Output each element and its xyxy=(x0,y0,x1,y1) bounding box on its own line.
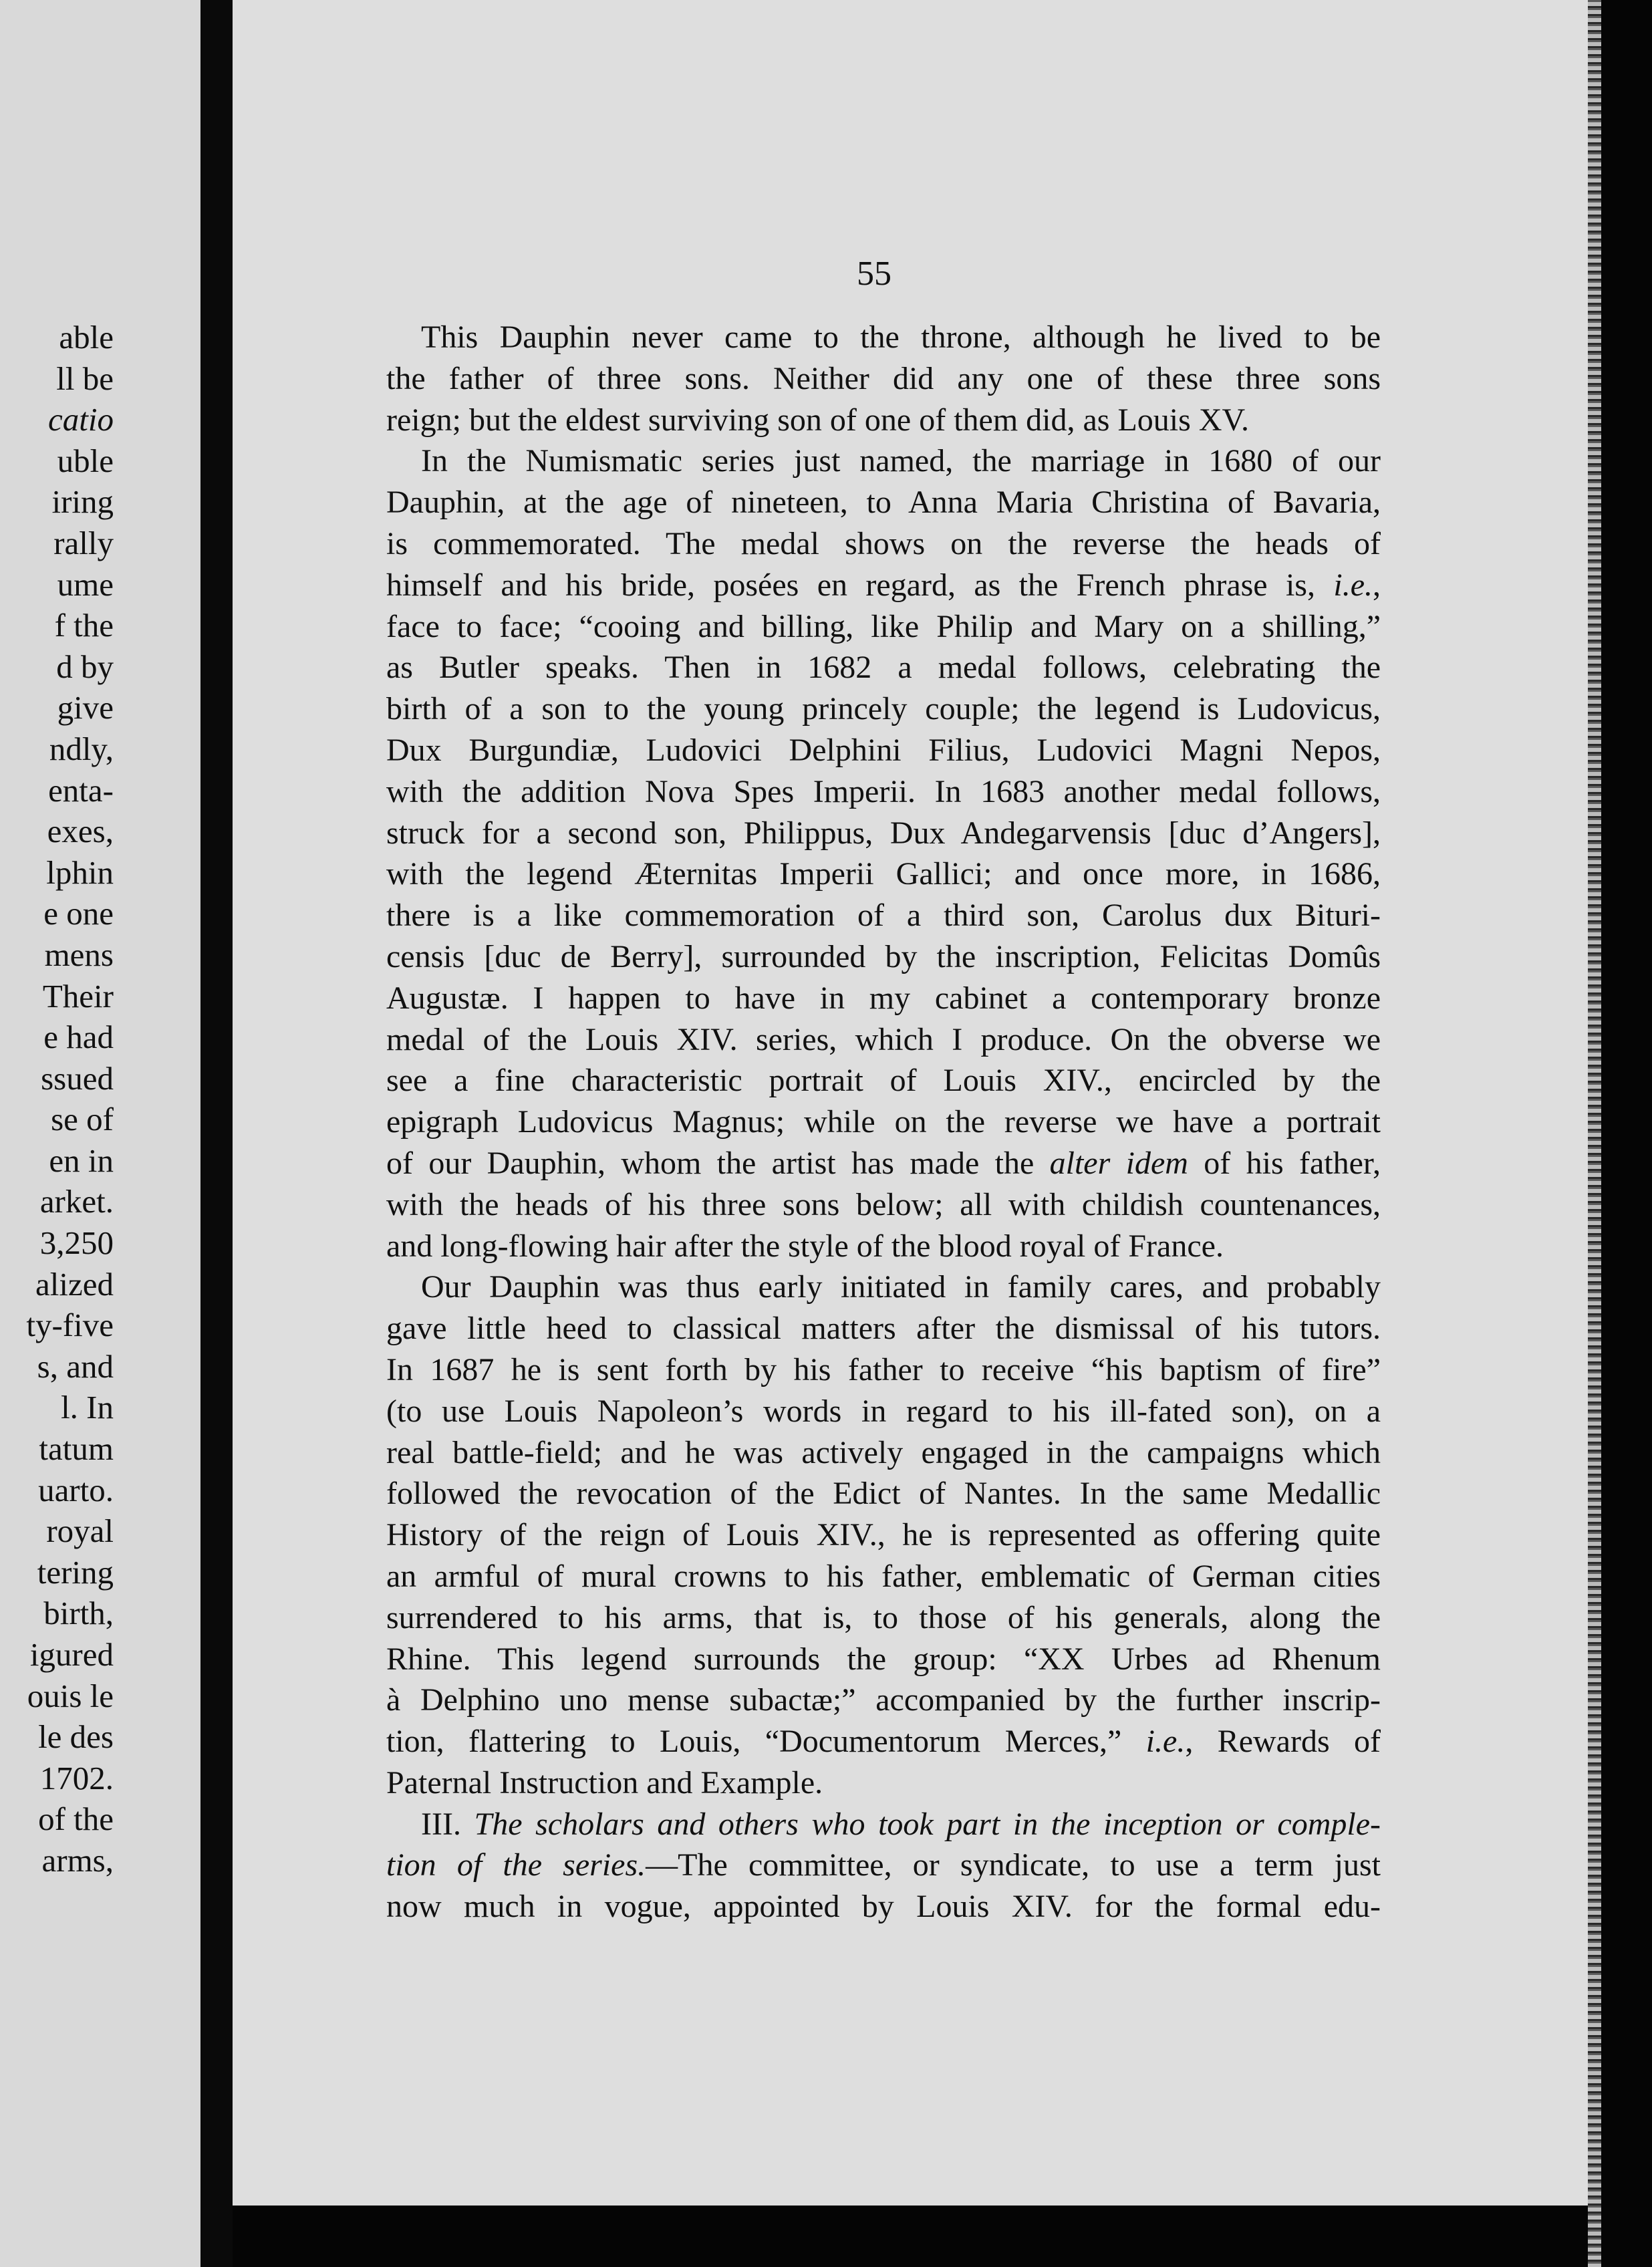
facing-line: enta- xyxy=(48,771,114,809)
line-text: see a fine characteristic portrait of Louis XIV., encircled by the xyxy=(386,1063,1381,1099)
text-line xyxy=(386,688,1381,730)
facing-line: uble xyxy=(57,442,114,479)
italic-text: The scholars and others who took part in the inception or comple- xyxy=(474,1806,1381,1842)
line-text: History of the reign of Louis XIV., he is represented as offering quite xyxy=(386,1517,1381,1553)
text-line xyxy=(386,647,1381,688)
facing-line: alized xyxy=(35,1265,114,1303)
line-text: of our Dauphin, whom the artist has made the xyxy=(386,1145,1050,1181)
line-text: face to face; “cooing and billing, like Philip and Mary on a shilling,” xyxy=(386,608,1381,644)
facing-line: f the xyxy=(54,607,114,644)
facing-line: birth, xyxy=(43,1595,114,1632)
line-text: In the Numismatic series just named, the marriage in 1680 of our xyxy=(421,443,1381,479)
facing-line: se of xyxy=(51,1101,114,1138)
line-text: the father of three sons. Neither did any one of these three sons xyxy=(386,360,1381,396)
line-text: Dux Burgundiæ, Ludovici Delphini Filius, Ludovici Magni Nepos, xyxy=(386,732,1381,768)
facing-line: ssued xyxy=(41,1059,114,1097)
text-line xyxy=(386,523,1381,565)
facing-line: s, and xyxy=(37,1347,114,1385)
text-line xyxy=(386,813,1381,854)
line-text: himself and his bride, posées en regard, as the French phrase is, xyxy=(386,567,1334,603)
line-text: (to use Louis Napoleon’s words in regard to his ill-fated son), on a xyxy=(386,1393,1381,1429)
facing-line: l. In xyxy=(61,1389,114,1426)
text-line xyxy=(386,1514,1381,1556)
line-text: there is a like commemoration of a third son, Carolus dux Bituri- xyxy=(386,898,1381,934)
facing-page-fragment xyxy=(0,0,200,2267)
line-text: gave little heed to classical matters after the dismissal of his tutors. xyxy=(386,1311,1381,1347)
text-line xyxy=(386,1804,1381,1845)
line-text: Rhine. This legend surrounds the group: “XX Urbes ad Rhenum xyxy=(386,1641,1381,1677)
text-line xyxy=(386,1019,1381,1061)
facing-line: tatum xyxy=(39,1430,114,1468)
facing-line: uarto. xyxy=(38,1471,114,1508)
text-line xyxy=(386,895,1381,936)
facing-line: e had xyxy=(43,1019,114,1056)
text-line xyxy=(386,1762,1381,1804)
facing-line: ndly, xyxy=(49,730,114,767)
body-text xyxy=(386,317,1381,1927)
line-text: , Rewards of xyxy=(1185,1724,1381,1760)
line-text: reign; but the eldest surviving son of one of them did, as Louis XV. xyxy=(386,402,1249,438)
italic-text: tion of the series. xyxy=(386,1847,646,1883)
facing-line: arket. xyxy=(39,1183,114,1220)
facing-line: en in xyxy=(49,1142,114,1179)
line-text: epigraph Ludovicus Magnus; while on the reverse we have a portrait xyxy=(386,1104,1381,1140)
line-text: an armful of mural crowns to his father, emblematic of German cities xyxy=(386,1558,1381,1594)
facing-line: of the xyxy=(38,1801,114,1838)
text-line xyxy=(386,1473,1381,1514)
line-text: Augustæ. I happen to have in my cabinet a contemporary bronze xyxy=(386,980,1381,1016)
facing-line: tering xyxy=(37,1553,114,1591)
facing-line: rally xyxy=(53,524,114,561)
facing-line: lphin xyxy=(46,853,114,891)
line-text: tion, flattering to Louis, “Documentorum Merces,” xyxy=(386,1724,1146,1760)
facing-line: ume xyxy=(57,565,114,603)
facing-line: ouis le xyxy=(27,1677,114,1714)
text-line xyxy=(386,1226,1381,1267)
facing-line: mens xyxy=(44,936,114,973)
line-text: à Delphino uno mense subactæ;” accompanied by the further inscrip- xyxy=(386,1682,1381,1718)
line-text: III. xyxy=(421,1806,474,1842)
facing-line: arms, xyxy=(41,1841,114,1879)
line-text: struck for a second son, Philippus, Dux Andegarvensis [duc d’Angers], xyxy=(386,815,1381,851)
italic-text: i.e. xyxy=(1145,1724,1186,1760)
text-line xyxy=(386,1721,1381,1762)
line-text: censis [duc de Berry], surrounded by the inscription, Felicitas Domûs xyxy=(386,938,1381,974)
line-text: birth of a son to the young princely couple; the legend is Ludovicus, xyxy=(386,691,1381,727)
line-text: Our Dauphin was thus early initiated in family cares, and probably xyxy=(421,1269,1381,1305)
line-text: with the legend Æternitas Imperii Gallici; and once more, in 1686, xyxy=(386,856,1381,892)
text-line xyxy=(386,1101,1381,1143)
text-line xyxy=(386,1432,1381,1474)
line-text: now much in vogue, appointed by Louis XIV. for the formal edu- xyxy=(386,1889,1381,1925)
text-line xyxy=(386,400,1381,441)
line-text: with the heads of his three sons below; all with childish countenances, xyxy=(386,1186,1381,1222)
text-line xyxy=(386,1680,1381,1721)
text-line xyxy=(386,936,1381,978)
text-line xyxy=(386,1308,1381,1349)
line-text: surrendered to his arms, that is, to those of his generals, along the xyxy=(386,1599,1381,1635)
line-text: In 1687 he is sent forth by his father to receive “his baptism of fire” xyxy=(386,1351,1381,1387)
text-line xyxy=(386,1556,1381,1597)
page-edge xyxy=(1588,0,1652,2267)
facing-line: ty-five xyxy=(26,1307,114,1344)
line-text: —The committee, or syndicate, to use a term just xyxy=(646,1847,1381,1883)
facing-page-text xyxy=(26,317,114,1881)
text-line xyxy=(386,1597,1381,1639)
facing-line: catio xyxy=(48,401,114,438)
facing-line: d by xyxy=(56,648,114,685)
text-line xyxy=(386,1143,1381,1184)
text-line xyxy=(386,358,1381,400)
scan-border xyxy=(233,2206,1588,2267)
line-text: This Dauphin never came to the throne, although he lived to be xyxy=(421,319,1381,355)
facing-line: ll be xyxy=(56,360,114,397)
text-line xyxy=(386,730,1381,771)
facing-line: 1702. xyxy=(39,1759,114,1796)
text-line xyxy=(386,978,1381,1019)
text-line xyxy=(386,1060,1381,1101)
facing-line: 3,250 xyxy=(39,1224,114,1262)
facing-line: e one xyxy=(43,895,114,932)
facing-line: igured xyxy=(29,1636,114,1673)
text-line xyxy=(386,317,1381,358)
italic-text: alter idem xyxy=(1049,1145,1188,1181)
text-line xyxy=(386,1266,1381,1308)
line-text: Dauphin, at the age of nineteen, to Anna Maria Christina of Bavaria, xyxy=(386,485,1381,521)
gutter xyxy=(200,0,233,2267)
page-number: 55 xyxy=(857,255,891,293)
facing-line: exes, xyxy=(47,813,114,850)
line-text: medal of the Louis XIV. series, which I produce. On the obverse we xyxy=(386,1021,1381,1057)
facing-line: royal xyxy=(46,1512,114,1550)
text-line xyxy=(386,606,1381,648)
line-text: , xyxy=(1373,567,1381,603)
text-line xyxy=(386,853,1381,895)
line-text: Paternal Instruction and Example. xyxy=(386,1764,823,1801)
line-text: with the addition Nova Spes Imperii. In 1683 another medal follows, xyxy=(386,773,1381,809)
italic-text: i.e. xyxy=(1333,567,1373,603)
facing-line: Their xyxy=(42,977,114,1015)
text-line xyxy=(386,1391,1381,1432)
text-line xyxy=(386,1845,1381,1886)
line-text: as Butler speaks. Then in 1682 a medal follows, celebrating the xyxy=(386,650,1381,686)
line-text: and long-flowing hair after the style of the blood royal of France. xyxy=(386,1228,1224,1264)
text-line xyxy=(386,482,1381,523)
line-text: of his father, xyxy=(1188,1145,1381,1181)
line-text: is commemorated. The medal shows on the reverse the heads of xyxy=(386,525,1381,561)
text-line xyxy=(386,1886,1381,1927)
facing-line: able xyxy=(59,319,114,356)
text-line xyxy=(386,565,1381,606)
facing-line: iring xyxy=(51,483,114,521)
line-text: real battle-field; and he was actively engaged in the campaigns which xyxy=(386,1434,1381,1470)
text-line xyxy=(386,771,1381,813)
facing-line: le des xyxy=(38,1718,114,1756)
line-text: followed the revocation of the Edict of Nantes. In the same Medallic xyxy=(386,1476,1381,1512)
text-line xyxy=(386,1639,1381,1680)
text-line xyxy=(386,440,1381,482)
text-line xyxy=(386,1184,1381,1226)
text-line xyxy=(386,1349,1381,1391)
page-edge-fringe xyxy=(1588,0,1601,2267)
facing-line: give xyxy=(57,689,114,726)
